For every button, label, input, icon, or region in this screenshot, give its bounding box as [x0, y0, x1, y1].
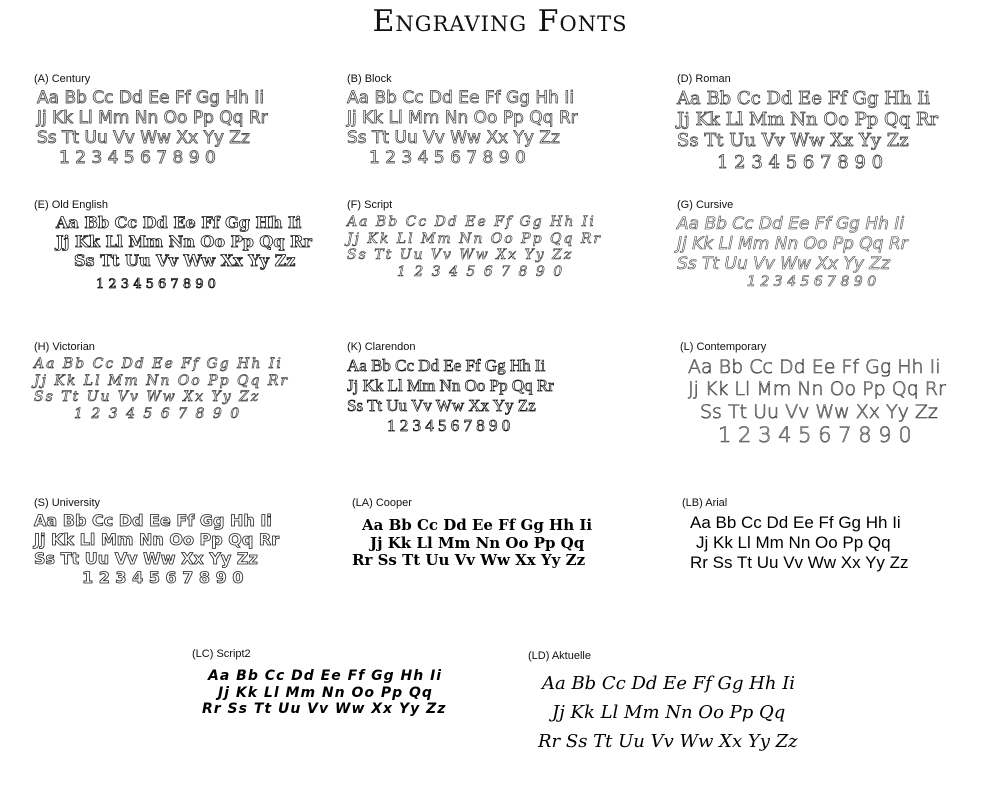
sample-line: Rr Ss Tt Uu Vv Ww Xx Yy Zz: [690, 553, 909, 573]
sample-line: Jj Kk Ll Mm Nn Oo Pp Qq: [218, 684, 433, 701]
sample-line: Aa Bb Cc Dd Ee Ff Gg Hh Ii: [690, 513, 901, 532]
sample-line: Jj Kk Ll Mm Nn Oo Pp Qq Rr: [347, 376, 554, 396]
font-sample-clarendon: [347, 341, 554, 436]
sample-line: Rr Ss Tt Uu Vv Ww Xx Yy Zz: [352, 551, 586, 570]
sample-line: 1 2 3 4 5 6 7 8 9 0: [96, 276, 216, 292]
sample-line: Jj Kk Ll Mm Nn Oo Pp Qq: [552, 701, 786, 723]
sample-line: Aa Bb Cc Dd Ee Ff Gg Hh Ii: [688, 356, 941, 378]
sample-line: Jj Kk Ll Mm Nn Oo Pp Qq: [370, 533, 585, 552]
font-sample-block: [347, 73, 578, 168]
font-sample-victorian: [34, 341, 289, 422]
font-label: (A) Century: [34, 73, 91, 85]
sample-line: Jj Kk Ll Mm Nn Oo Pp Qq Rr: [37, 108, 268, 129]
font-sample-cooper: [352, 497, 592, 570]
sample-line: Aa Bb Cc Dd Ee Ff Gg Hh Ii: [362, 516, 593, 534]
sample-line: 1 2 3 4 5 6 7 8 9 0: [397, 263, 565, 280]
sample-line: Ss Tt Uu Vv Ww Xx Yy Zz: [74, 250, 296, 270]
font-sample-old-english: [34, 199, 312, 292]
font-label: (K) Clarendon: [347, 341, 416, 353]
font-label: (LC) Script2: [192, 648, 251, 660]
sample-line: Jj Kk Ll Mm Nn Oo Pp Qq Rr: [56, 231, 312, 251]
sample-line: Ss Tt Uu Vv Ww Xx Yy Zz: [34, 389, 261, 406]
sample-line: 1 2 3 4 5 6 7 8 9 0: [82, 567, 244, 587]
sample-line: Jj Kk Ll Mm Nn Oo Pp Qq Rr: [347, 230, 603, 247]
font-label: (H) Victorian: [34, 341, 95, 353]
sample-line: Aa Bb Cc Dd Ee Ff Gg Hh Ii: [34, 511, 272, 530]
sample-line: Ss Tt Uu Vv Ww Xx Yy Zz: [347, 396, 536, 416]
font-sample-aktuelle: [528, 650, 798, 756]
sample-line: Jj Kk Ll Mm Nn Oo Pp Qq: [696, 533, 891, 553]
sample-line: Ss Tt Uu Vv Ww Xx Yy Zz: [37, 128, 250, 149]
sample-line: Ss Tt Uu Vv Ww Xx Yy Zz: [700, 400, 938, 423]
sample-line: Aa Bb Cc Dd Ee Ff Gg Hh Ii: [677, 88, 931, 109]
page-title: Engraving Fonts: [372, 4, 628, 39]
sample-line: Rr Ss Tt Uu Vv Ww Xx Yy Zz: [538, 730, 798, 752]
sample-line: Aa Bb Cc Dd Ee Ff Gg Hh Ii: [347, 88, 575, 108]
sample-line: 1 2 3 4 5 6 7 8 9 0: [369, 148, 526, 169]
sample-line: Ss Tt Uu Vv Ww Xx Yy Zz: [347, 247, 574, 264]
sample-line: Aa Bb Cc Dd Ee Ff Gg Hh Ii: [347, 356, 546, 375]
font-sample-script: [347, 199, 602, 280]
sample-line: Ss Tt Uu Vv Ww Xx Yy Zz: [677, 254, 890, 275]
font-sample-script2: [192, 648, 446, 718]
font-label: (B) Block: [347, 73, 392, 85]
sample-line: Jj Kk Ll Mm Nn Oo Pp Qq Rr: [677, 234, 908, 255]
sample-line: Aa Bb Cc Dd Ee Ff Gg Hh Ii: [677, 214, 905, 234]
sample-line: 1 2 3 4 5 6 7 8 9 0: [59, 148, 216, 169]
sample-line: Aa Bb Cc Dd Ee Ff Gg Hh Ii: [34, 356, 283, 372]
font-label: (G) Cursive: [677, 199, 734, 211]
sample-line: Jj Kk Ll Mm Nn Oo Pp Qq Rr: [34, 529, 280, 549]
font-sample-contemporary: [680, 341, 946, 448]
font-label: (D) Roman: [677, 73, 731, 85]
font-sample-arial: [682, 497, 909, 573]
sample-line: Aa Bb Cc Dd Ee Ff Gg Hh Ii: [347, 214, 596, 230]
sample-line: Aa Bb Cc Dd Ee Ff Gg Hh Ii: [37, 88, 265, 108]
font-sample-university: [34, 497, 279, 588]
font-label: (LD) Aktuelle: [528, 650, 591, 662]
font-label: (LA) Cooper: [352, 497, 412, 509]
font-sample-cursive: [677, 199, 908, 291]
sample-line: Ss Tt Uu Vv Ww Xx Yy Zz: [677, 130, 909, 152]
font-label: (E) Old English: [34, 199, 108, 211]
sample-line: Rr Ss Tt Uu Vv Ww Xx Yy Zz: [202, 701, 447, 718]
font-label: (LB) Arial: [682, 497, 728, 509]
sample-line: Aa Bb Cc Dd Ee Ff Gg Hh Ii: [208, 668, 443, 684]
sample-line: Jj Kk Ll Mm Nn Oo Pp Qq Rr: [677, 109, 939, 131]
sample-line: Jj Kk Ll Mm Nn Oo Pp Qq Rr: [347, 108, 578, 129]
font-sample-roman: [677, 73, 938, 173]
sample-line: Jj Kk Ll Mm Nn Oo Pp Qq Rr: [688, 378, 946, 401]
sample-line: 1 2 3 4 5 6 7 8 9 0: [747, 274, 877, 291]
sample-line: 1 2 3 4 5 6 7 8 9 0: [387, 416, 511, 436]
sample-line: Aa Bb Cc Dd Ee Ff Gg Hh Ii: [542, 673, 796, 694]
font-label: (F) Script: [347, 199, 393, 211]
font-label: (L) Contemporary: [680, 341, 767, 353]
sample-line: Jj Kk Ll Mm Nn Oo Pp Qq Rr: [34, 372, 290, 389]
sample-line: 1 2 3 4 5 6 7 8 9 0: [718, 423, 912, 448]
sample-line: Ss Tt Uu Vv Ww Xx Yy Zz: [347, 128, 560, 149]
font-sample-century: [34, 73, 268, 168]
sample-line: Aa Bb Cc Dd Ee Ff Gg Hh Ii: [56, 213, 302, 232]
sample-line: 1 2 3 4 5 6 7 8 9 0: [717, 151, 884, 173]
sample-line: 1 2 3 4 5 6 7 8 9 0: [74, 405, 242, 422]
font-label: (S) University: [34, 497, 101, 509]
sample-line: Ss Tt Uu Vv Ww Xx Yy Zz: [34, 548, 258, 568]
